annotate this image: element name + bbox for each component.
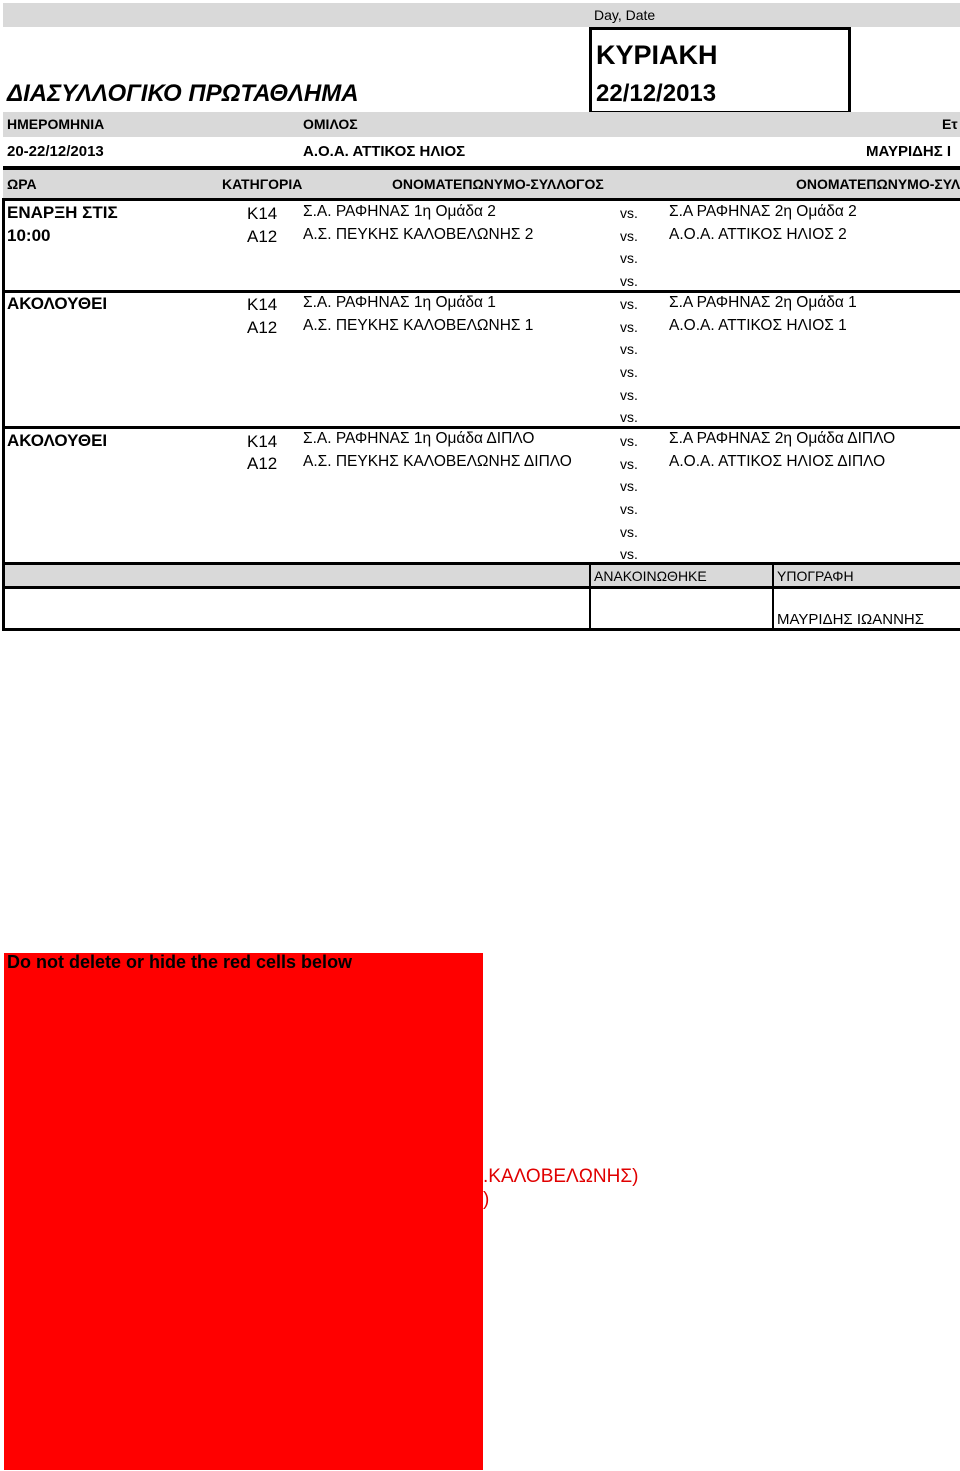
team-a: Α.Σ. ΠΕΥΚΗΣ ΚΑΛΟΒΕΛΩΝΗΣ 1 — [303, 317, 534, 334]
person-value: ΜΑΥΡΙΔΗΣ Ι — [866, 143, 952, 160]
vs-label: vs. — [620, 364, 638, 380]
day-date-label: Day, Date — [594, 7, 656, 23]
red-overflow-text-1: .ΚΑΛΟΒΕΛΩΝΗΣ) — [483, 1166, 639, 1187]
club-label: ΟΜΙΛΟΣ — [303, 116, 358, 132]
page-title: ΔΙΑΣΥΛΛΟΓΙΚΟ ΠΡΩΤΑΘΛΗΜΑ — [7, 80, 359, 107]
team-b: Α.Ο.Α. ΑΤΤΙΚΟΣ ΗΛΙΟΣ 1 — [669, 317, 847, 334]
vs-label: vs. — [620, 546, 638, 562]
vs-label: vs. — [620, 319, 638, 335]
column-header-rule — [3, 198, 960, 201]
vs-label: vs. — [620, 205, 638, 221]
vs-label: vs. — [620, 478, 638, 494]
team-a: Σ.Α. ΡΑΦΗΝΑΣ 1η Ομάδα 2 — [303, 203, 496, 220]
red-overflow-text-2: ) — [483, 1189, 490, 1210]
footer-divider-1 — [589, 565, 591, 629]
vs-label: vs. — [620, 433, 638, 449]
vs-label: vs. — [620, 273, 638, 289]
vs-label: vs. — [620, 341, 638, 357]
match-category: Κ14 — [247, 204, 278, 223]
vs-label: vs. — [620, 456, 638, 472]
team-b: Α.Ο.Α. ΑΤΤΙΚΟΣ ΗΛΙΟΣ 2 — [669, 226, 847, 243]
block-separator-2 — [3, 426, 960, 429]
label-row — [3, 112, 960, 137]
vs-label: vs. — [620, 250, 638, 266]
match-category: Α12 — [247, 227, 278, 246]
match-category: Κ14 — [247, 295, 278, 314]
team-a: Σ.Α. ΡΑΦΗΝΑΣ 1η Ομάδα ΔΙΠΛΟ — [303, 430, 535, 447]
vs-label: vs. — [620, 524, 638, 540]
slot-label-2: ΑΚΟΛΟΥΘΕΙ — [7, 294, 108, 313]
header-band — [3, 3, 960, 27]
red-cells-block — [4, 953, 483, 1470]
footer-bottom-rule — [3, 628, 960, 631]
col-category: ΚΑΤΗΓΟΡΙΑ — [222, 176, 303, 192]
vs-label: vs. — [620, 387, 638, 403]
match-category: Α12 — [247, 454, 278, 473]
vs-label: vs. — [620, 228, 638, 244]
date-label: ΗΜΕΡΟΜΗΝΙΑ — [7, 116, 105, 132]
team-b: Σ.Α ΡΑΦΗΝΑΣ 2η Ομάδα 1 — [669, 294, 857, 311]
team-b: Α.Ο.Α. ΑΤΤΙΚΟΣ ΗΛΙΟΣ ΔΙΠΛΟ — [669, 453, 886, 470]
cut-label: Ετ — [942, 116, 958, 132]
date-value: 22/12/2013 — [596, 80, 717, 107]
team-b: Σ.Α ΡΑΦΗΝΑΣ 2η Ομάδα 2 — [669, 203, 857, 220]
team-b: Σ.Α ΡΑΦΗΝΑΣ 2η Ομάδα ΔΙΠΛΟ — [669, 430, 896, 447]
vs-label: vs. — [620, 501, 638, 517]
team-a: Α.Σ. ΠΕΥΚΗΣ ΚΑΛΟΒΕΛΩΝΗΣ ΔΙΠΛΟ — [303, 453, 572, 470]
day-name: ΚΥΡΙΑΚΗ — [596, 40, 718, 70]
signer-name: ΜΑΥΡΙΔΗΣ ΙΩΑΝΝΗΣ — [777, 611, 925, 628]
slot-label-3: ΑΚΟΛΟΥΘΕΙ — [7, 431, 108, 450]
col-time: ΩΡΑ — [7, 176, 37, 192]
announced-label: ΑΝΑΚΟΙΝΩΘΗΚΕ — [594, 568, 707, 584]
footer-mid-rule — [3, 586, 960, 589]
team-a: Α.Σ. ΠΕΥΚΗΣ ΚΑΛΟΒΕΛΩΝΗΣ 2 — [303, 226, 534, 243]
slot-time-1: 10:00 — [7, 226, 51, 245]
red-cells-notice: Do not delete or hide the red cells below — [7, 952, 353, 972]
slot-label-1: ΕΝΑΡΞΗ ΣΤΙΣ — [7, 203, 118, 222]
footer-divider-2 — [772, 565, 774, 629]
match-category: Κ14 — [247, 432, 278, 451]
date-range-value: 20-22/12/2013 — [7, 143, 104, 160]
col-name-club-a: ΟΝΟΜΑΤΕΠΩΝΥΜΟ-ΣΥΛΛΟΓΟΣ — [392, 176, 604, 192]
col-name-club-b: ΟΝΟΜΑΤΕΠΩΝΥΜΟ-ΣΥΛ — [796, 176, 960, 192]
signature-label: ΥΠΟΓΡΑΦΗ — [777, 568, 854, 584]
club-value: Α.Ο.Α. ΑΤΤΙΚΟΣ ΗΛΙΟΣ — [303, 143, 466, 160]
team-a: Σ.Α. ΡΑΦΗΝΑΣ 1η Ομάδα 1 — [303, 294, 496, 311]
match-category: Α12 — [247, 318, 278, 337]
block-separator-1 — [3, 290, 960, 293]
vs-label: vs. — [620, 409, 638, 425]
vs-label: vs. — [620, 296, 638, 312]
